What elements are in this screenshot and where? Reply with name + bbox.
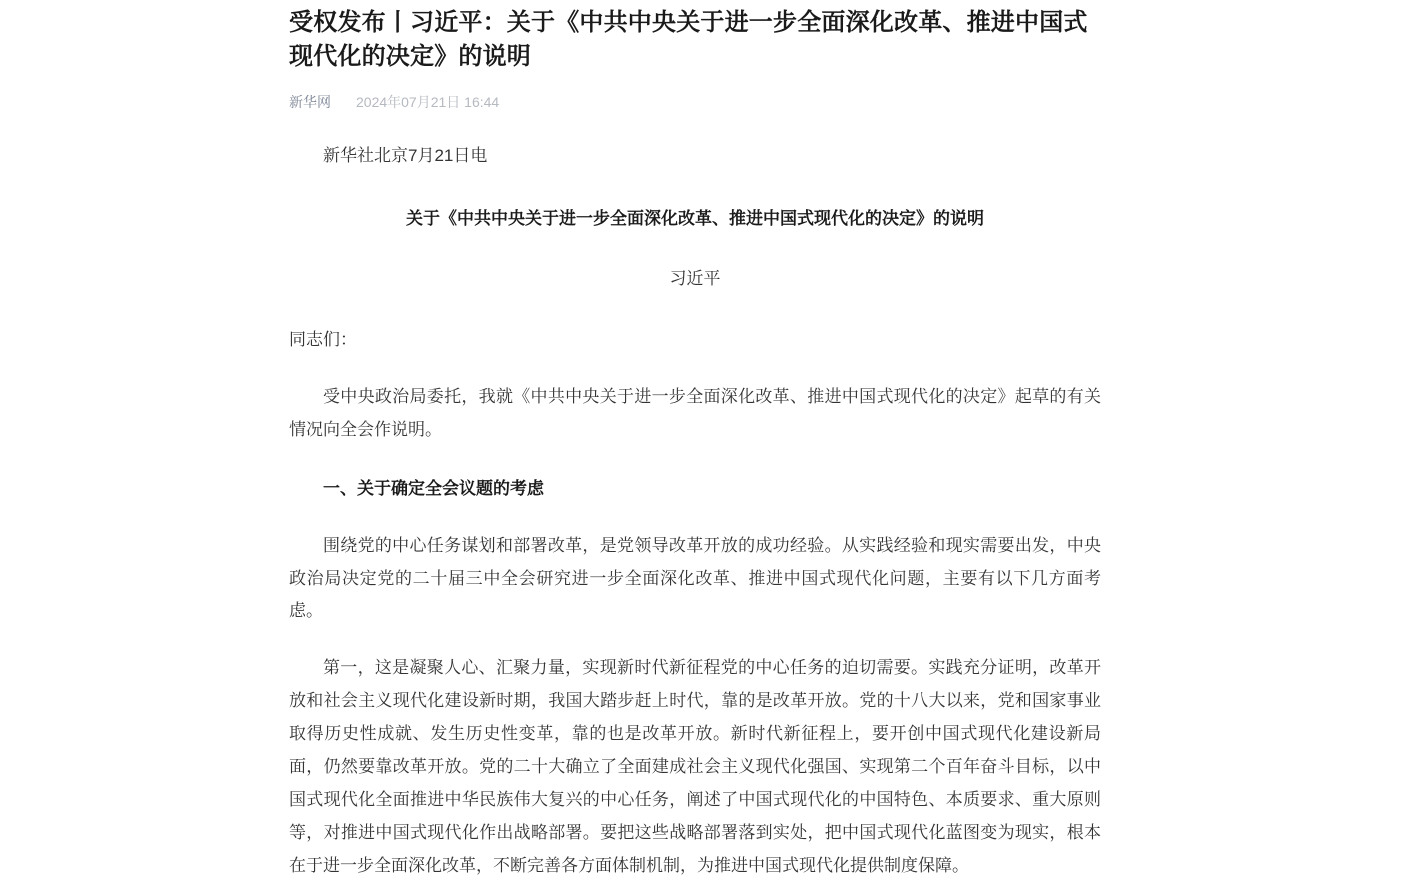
document-author: 习近平 bbox=[669, 268, 721, 288]
section-heading: 一、关于确定全会议题的考虑 bbox=[323, 478, 544, 498]
byline-timestamp: 2024年07月21日 16:44 bbox=[356, 94, 500, 111]
page-title: 受权发布丨习近平：关于《中共中央关于进一步全面深化改革、推进中国式现代化的决定》的说明 bbox=[289, 9, 1088, 71]
byline-source[interactable]: 新华网 bbox=[289, 94, 331, 111]
body-paragraph: 围绕党的中心任务谋划和部署改革，是党领导改革开放的成功经验。从实践经验和现实需要出发，中央政治局决定党的二十届三中全会研究进一步全面深化改革、推进中国式现代化问题，主要有以下几方面考虑。 bbox=[289, 535, 1101, 621]
article-body bbox=[289, 140, 1101, 883]
document-title: 关于《中共中央关于进一步全面深化改革、推进中国式现代化的决定》的说明 bbox=[406, 208, 984, 228]
salutation: 同志们： bbox=[289, 329, 357, 349]
body-paragraph: 第一，这是凝聚人心、汇聚力量，实现新时代新征程党的中心任务的迫切需要。实践充分证明，改革开放和社会主义现代化建设新时期，我国大踏步赶上时代，靠的是改革开放。党的十八大以来，党和国家事业取得历史性成就、发生历史性变革，靠的也是改革开放。新时代新征程上，要开创中国式现代化建设新局面，仍然要靠改革开放。党的二十大确立了全面建成社会主义现代化强国、实现第二个百年奋斗目标，以中国式现代化全面推进中华民族伟大复兴的中心任务，阐述了中国式现代化的中国特色、本质要求、重大原则等，对推进中国式现代化作出战略部署。要把这些战略部署落到实处，把中国式现代化蓝图变为现实，根本在于进一步全面深化改革，不断完善各方面体制机制，为推进中国式现代化提供制度保障。 bbox=[289, 658, 1101, 876]
article-container bbox=[289, 0, 1101, 883]
dateline: 新华社北京7月21日电 bbox=[323, 145, 488, 165]
byline bbox=[289, 93, 1101, 113]
body-paragraph: 受中央政治局委托，我就《中共中央关于进一步全面深化改革、推进中国式现代化的决定》起草的有关情况向全会作说明。 bbox=[289, 386, 1101, 439]
